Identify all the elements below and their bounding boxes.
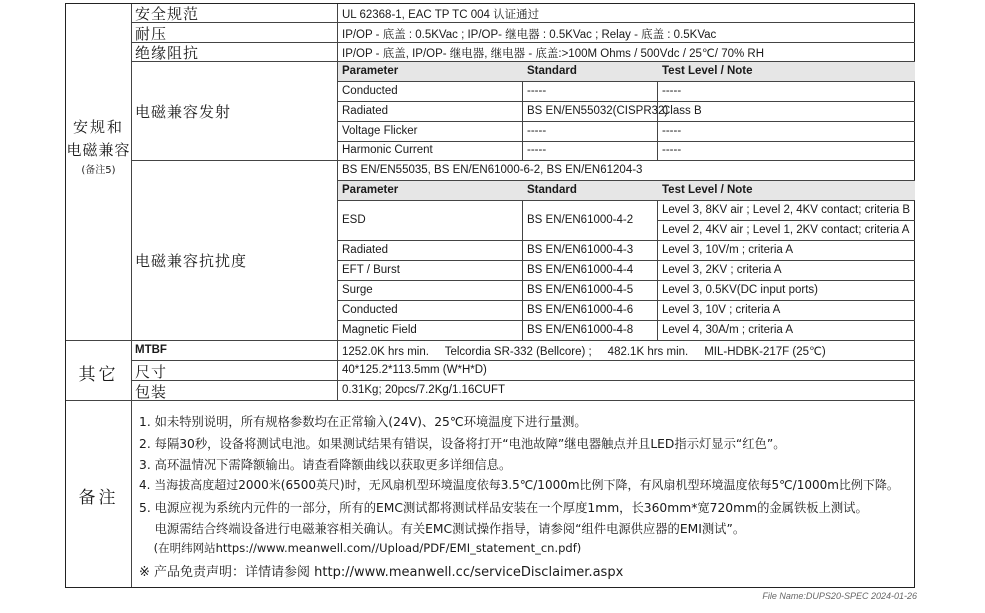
emission-row-note: Class B (662, 105, 702, 117)
emission-header-note: Test Level / Note (662, 65, 753, 77)
section-safety-title (66, 116, 131, 176)
row-value-isolation-resistance: IP/OP - 底盖, IP/OP- 继电器, 继电器 - 底盖:>100M Ohms / 500Vdc / 25℃/ 70% RH (342, 48, 765, 60)
immunity-row-standard: BS EN/EN61000-4-6 (527, 304, 634, 316)
emission-row-param: Voltage Flicker (342, 125, 418, 137)
emission-header-row (338, 62, 915, 81)
emission-row-standard: ----- (527, 85, 547, 97)
note-line: 4. 当海拔高度超过2000米(6500英尺)时，无风扇机型环境温度依每3.5℃/1000m比例下降，有风扇机型环境温度依每5℃/1000m比例下降。 (139, 478, 899, 492)
immunity-row-standard: BS EN/EN61000-4-5 (527, 284, 634, 296)
emission-row-param: Conducted (342, 85, 398, 97)
section-title-line2: 电磁兼容 (66, 141, 131, 159)
spec-table (65, 3, 915, 588)
immunity-row-param: Radiated (342, 244, 389, 256)
emission-row-note: ----- (662, 144, 682, 156)
footer-filename: File Name:DUPS20-SPEC 2024-01-26 (762, 591, 917, 601)
immunity-row-note: Level 3, 10V/m ; criteria A (662, 244, 794, 256)
immunity-row-note: Level 3, 2KV ; criteria A (662, 264, 782, 276)
immunity-esd-param: ESD (342, 214, 366, 226)
emission-header-standard: Standard (527, 65, 577, 77)
immunity-row-param: Surge (342, 284, 373, 296)
emission-row-param: Radiated (342, 105, 389, 117)
note-line: (在明纬网站https://www.meanwell.com//Upload/PDF/EMI_statement_cn.pdf) (139, 541, 582, 555)
note-line: 3. 高环温情况下需降额输出。请查看降额曲线以获取更多详细信息。 (139, 458, 512, 472)
immunity-header-standard: Standard (527, 184, 577, 196)
immunity-header-row (338, 181, 915, 200)
packing-label: 包装 (135, 383, 168, 401)
immunity-header-parameter: Parameter (342, 184, 399, 196)
immunity-esd-standard: BS EN/EN61000-4-2 (527, 214, 634, 226)
immunity-header-note: Test Level / Note (662, 184, 753, 196)
immunity-label: 电磁兼容抗扰度 (135, 252, 248, 270)
disclaimer-line: ※ 产品免责声明：详情请参阅 http://www.meanwell.cc/serviceDisclaimer.aspx (139, 565, 624, 580)
note-line: 5. 电源应视为系统内元件的一部分，所有的EMC测试都将测试样品安装在一个厚度1mm，长360mm*宽720mm的金属铁板上测试。 (139, 501, 868, 515)
immunity-row-standard: BS EN/EN61000-4-4 (527, 264, 634, 276)
immunity-row-note: Level 4, 30A/m ; criteria A (662, 324, 794, 336)
size-value: 40*125.2*113.5mm (W*H*D) (342, 364, 487, 376)
immunity-standards-line: BS EN/EN55035, BS EN/EN61000-6-2, BS EN/EN61204-3 (342, 164, 643, 176)
mtbf-value: 1252.0K hrs min. Telcordia SR-332 (Bellcore) ; 482.1K hrs min. MIL-HDBK-217F (25℃) (342, 346, 826, 358)
mtbf-label: MTBF (135, 344, 167, 356)
emission-row-standard: ----- (527, 144, 547, 156)
section-other-title: 其它 (78, 365, 119, 385)
row-label-withstand-voltage: 耐压 (135, 25, 168, 43)
immunity-esd-note1: Level 3, 8KV air ; Level 2, 4KV contact; criteria B (662, 204, 911, 216)
immunity-row-standard: BS EN/EN61000-4-3 (527, 244, 634, 256)
row-label-safety-standard: 安全规范 (135, 5, 200, 23)
immunity-row-param: Magnetic Field (342, 324, 417, 336)
immunity-esd-note2: Level 2, 4KV air ; Level 1, 2KV contact; criteria A (662, 224, 910, 236)
section-title-line1: 安规和 (72, 118, 124, 136)
row-value-safety-standard: UL 62368-1, EAC TP TC 004 认证通过 (342, 9, 540, 21)
immunity-row-note: Level 3, 10V ; criteria A (662, 304, 781, 316)
section-notes-title: 备注 (78, 488, 119, 508)
immunity-row-note: Level 3, 0.5KV(DC input ports) (662, 284, 818, 296)
emission-row-note: ----- (662, 85, 682, 97)
emission-row-note: ----- (662, 125, 682, 137)
emission-label: 电磁兼容发射 (135, 103, 232, 121)
row-value-withstand-voltage: IP/OP - 底盖 : 0.5KVac ; IP/OP- 继电器 : 0.5KVac ; Relay - 底盖 : 0.5KVac (342, 29, 717, 41)
immunity-row-standard: BS EN/EN61000-4-8 (527, 324, 634, 336)
note-line: 电源需结合终端设备进行电磁兼容相关确认。有关EMC测试操作指导，请参阅“组件电源供应器的EMI测试”。 (139, 522, 746, 536)
emission-row-standard: ----- (527, 125, 547, 137)
row-label-isolation-resistance: 绝缘阻抗 (135, 44, 200, 62)
packing-value: 0.31Kg; 20pcs/7.2Kg/1.16CUFT (342, 384, 506, 396)
emission-row-standard: BS EN/EN55032(CISPR32) (527, 105, 669, 117)
immunity-row-param: EFT / Burst (342, 264, 400, 276)
size-label: 尺寸 (135, 363, 168, 381)
immunity-row-param: Conducted (342, 304, 398, 316)
section-title-note: (备注5) (81, 165, 116, 176)
emission-header-parameter: Parameter (342, 65, 399, 77)
note-line: 2. 每隔30秒，设备将测试电池。如果测试结果有错误，设备将打开“电池故障”继电器触点并且LED指示灯显示“红色”。 (139, 437, 786, 451)
emission-row-param: Harmonic Current (342, 144, 433, 156)
note-line: 1. 如未特别说明，所有规格参数均在正常输入(24V)、25℃环境温度下进行量测。 (139, 415, 587, 429)
